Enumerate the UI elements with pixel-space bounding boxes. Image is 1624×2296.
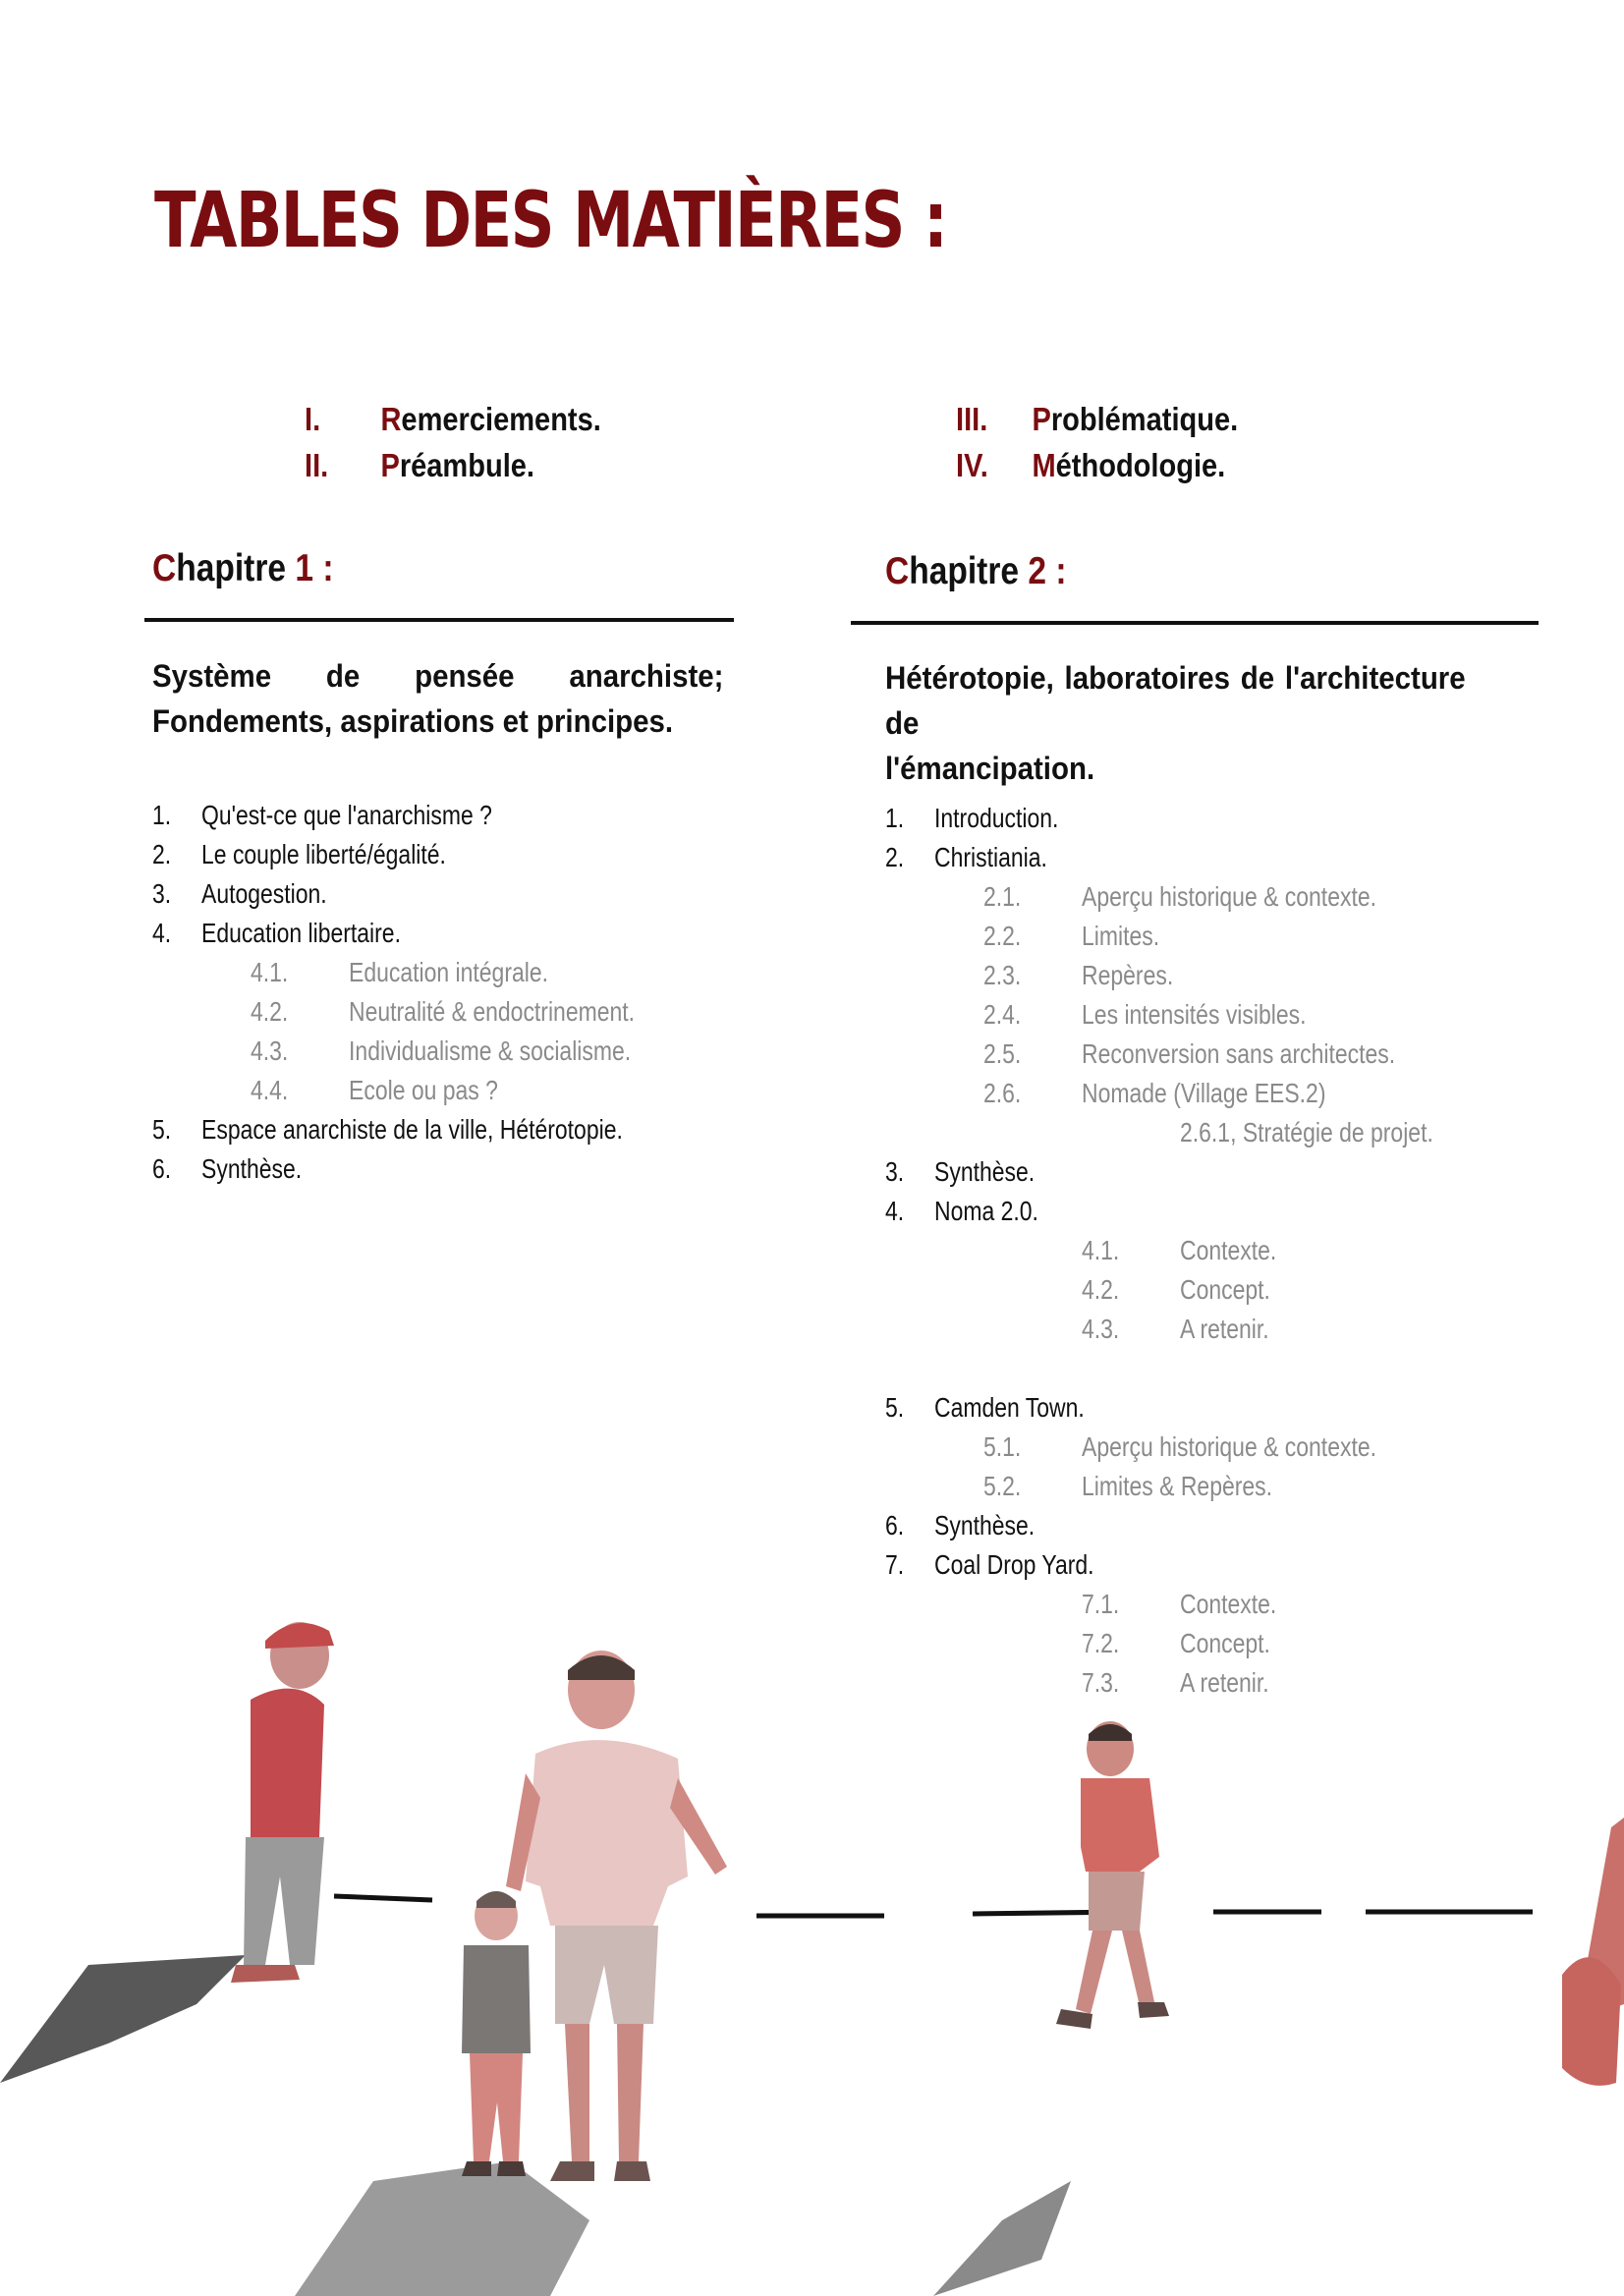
toc-number: 4. <box>885 1196 905 1226</box>
toc-label: Limites. <box>1082 921 1160 951</box>
subtitle-line: Fondements, aspirations et principes. <box>152 703 674 739</box>
toc-number: 7.3. <box>1082 1667 1120 1698</box>
chapter-2-heading <box>885 550 1067 593</box>
toc-number: 5.1. <box>983 1431 1022 1462</box>
prelim-number: IV. <box>956 447 988 483</box>
prelim-number: I. <box>305 401 321 437</box>
prelim-number: III. <box>956 401 988 437</box>
toc-number: 1. <box>152 800 172 830</box>
toc-label: A retenir. <box>1180 1314 1269 1344</box>
toc-number: 7.1. <box>1082 1589 1120 1619</box>
toc-number: 7.2. <box>1082 1628 1120 1658</box>
chapter-1-heading <box>152 547 334 590</box>
toc-number: 6. <box>885 1510 905 1540</box>
toc-number: 4.2. <box>1082 1274 1120 1305</box>
toc-label: Education intégrale. <box>349 957 549 987</box>
toc-number: 2.1. <box>983 881 1022 912</box>
toc-number: 3. <box>885 1156 905 1187</box>
toc-label: Christiania. <box>934 842 1047 872</box>
prelim-initial: P <box>1032 401 1051 437</box>
toc-number: 4. <box>152 918 172 948</box>
chapter-number: 2 : <box>1028 550 1067 592</box>
toc-label: Synthèse. <box>934 1510 1036 1540</box>
toc-number: 4.4. <box>251 1075 289 1105</box>
toc-label: Qu'est-ce que l'anarchisme ? <box>201 800 492 830</box>
chapter-2-subtitle <box>885 655 1466 791</box>
toc-number: 4.3. <box>1082 1314 1120 1344</box>
toc-number: 2.3. <box>983 960 1022 990</box>
toc-label: Camden Town. <box>934 1392 1085 1423</box>
toc-number: 3. <box>152 878 172 909</box>
toc-label: Concept. <box>1180 1274 1270 1305</box>
toc-label: Coal Drop Yard. <box>934 1549 1094 1580</box>
chapter-label: hapitre <box>176 547 296 589</box>
toc-number: 2.2. <box>983 921 1022 951</box>
toc-number: 5. <box>152 1114 172 1145</box>
subtitle-line: Système de pensée anarchiste; <box>152 658 724 694</box>
prelim-initial: R <box>380 401 402 437</box>
prelim-number: II. <box>305 447 329 483</box>
toc-label: Les intensités visibles. <box>1082 999 1307 1030</box>
prelim-item-2[interactable] <box>305 447 534 484</box>
toc-label: Aperçu historique & contexte. <box>1082 1431 1376 1462</box>
prelim-item-4[interactable] <box>956 447 1225 484</box>
toc-label: Neutralité & endoctrinement. <box>349 996 636 1027</box>
toc-label: Aperçu historique & contexte. <box>1082 881 1376 912</box>
toc-number: 4.1. <box>1082 1235 1120 1265</box>
pedestrians-illustration <box>0 1533 1624 2296</box>
prelim-label: réambule. <box>399 447 535 483</box>
toc-number: 1. <box>885 803 905 833</box>
subtitle-line: l'émancipation. <box>885 751 1095 786</box>
person-partial-right <box>1562 1818 1624 2086</box>
page-title: TABLES DES MATIÈRES : <box>154 177 947 265</box>
toc-label: Le couple liberté/égalité. <box>201 839 446 869</box>
toc-label: Noma 2.0. <box>934 1196 1038 1226</box>
toc-label: A retenir. <box>1180 1667 1269 1698</box>
toc-number: 6. <box>152 1153 172 1184</box>
prelim-label: emerciements. <box>401 401 601 437</box>
chapter-initial: C <box>885 550 910 592</box>
toc-label: Nomade (Village EES.2) <box>1082 1078 1326 1108</box>
chapter-2-divider <box>851 621 1539 625</box>
chapter-number: 1 : <box>295 547 334 589</box>
chapter-initial: C <box>152 547 177 589</box>
toc-label: Contexte. <box>1180 1589 1277 1619</box>
prelim-item-1[interactable] <box>305 401 601 438</box>
ground-shadows <box>0 1955 1071 2296</box>
toc-label: Ecole ou pas ? <box>349 1075 498 1105</box>
toc-label: Synthèse. <box>934 1156 1036 1187</box>
toc-label: Introduction. <box>934 803 1059 833</box>
toc-number: 2. <box>885 842 905 872</box>
toc-label: Reconversion sans architectes. <box>1082 1038 1396 1069</box>
toc-label: Limites & Repères. <box>1082 1471 1273 1501</box>
prelim-initial: M <box>1032 447 1056 483</box>
person-man-center <box>506 1651 727 2181</box>
toc-label: Contexte. <box>1180 1235 1277 1265</box>
toc-number: 4.3. <box>251 1036 289 1066</box>
toc-number: 7. <box>885 1549 905 1580</box>
chapter-1-subtitle <box>152 653 723 744</box>
toc-number: 4.1. <box>251 957 289 987</box>
prelim-item-3[interactable] <box>956 401 1238 438</box>
toc-label: Concept. <box>1180 1628 1270 1658</box>
toc-number: 5. <box>885 1392 905 1423</box>
toc-number: 4.2. <box>251 996 289 1027</box>
toc-label: Education libertaire. <box>201 918 401 948</box>
chapter-1-divider <box>144 618 734 622</box>
toc-label: Individualisme & socialisme. <box>349 1036 632 1066</box>
chapter-label: hapitre <box>909 550 1029 592</box>
toc-number: 2.6. <box>983 1078 1022 1108</box>
prelim-label: éthodologie. <box>1055 447 1226 483</box>
person-man-right <box>1056 1721 1169 2029</box>
toc-label: Espace anarchiste de la ville, Hétérotopie. <box>201 1114 623 1145</box>
toc-label: Autogestion. <box>201 878 327 909</box>
person-child <box>462 1891 531 2176</box>
toc-number: 2. <box>152 839 172 869</box>
prelim-initial: P <box>380 447 400 483</box>
toc-label: Synthèse. <box>201 1153 303 1184</box>
toc-label: Repères. <box>1082 960 1174 990</box>
prelim-label: roblématique. <box>1050 401 1239 437</box>
subtitle-line: Hétérotopie, laboratoires de l'architecture de <box>885 660 1466 741</box>
toc-number: 5.2. <box>983 1471 1022 1501</box>
toc-number: 2.4. <box>983 999 1022 1030</box>
toc-label: 2.6.1, Stratégie de projet. <box>1180 1117 1433 1148</box>
person-man-cap <box>231 1622 334 1983</box>
toc-number: 2.5. <box>983 1038 1022 1069</box>
